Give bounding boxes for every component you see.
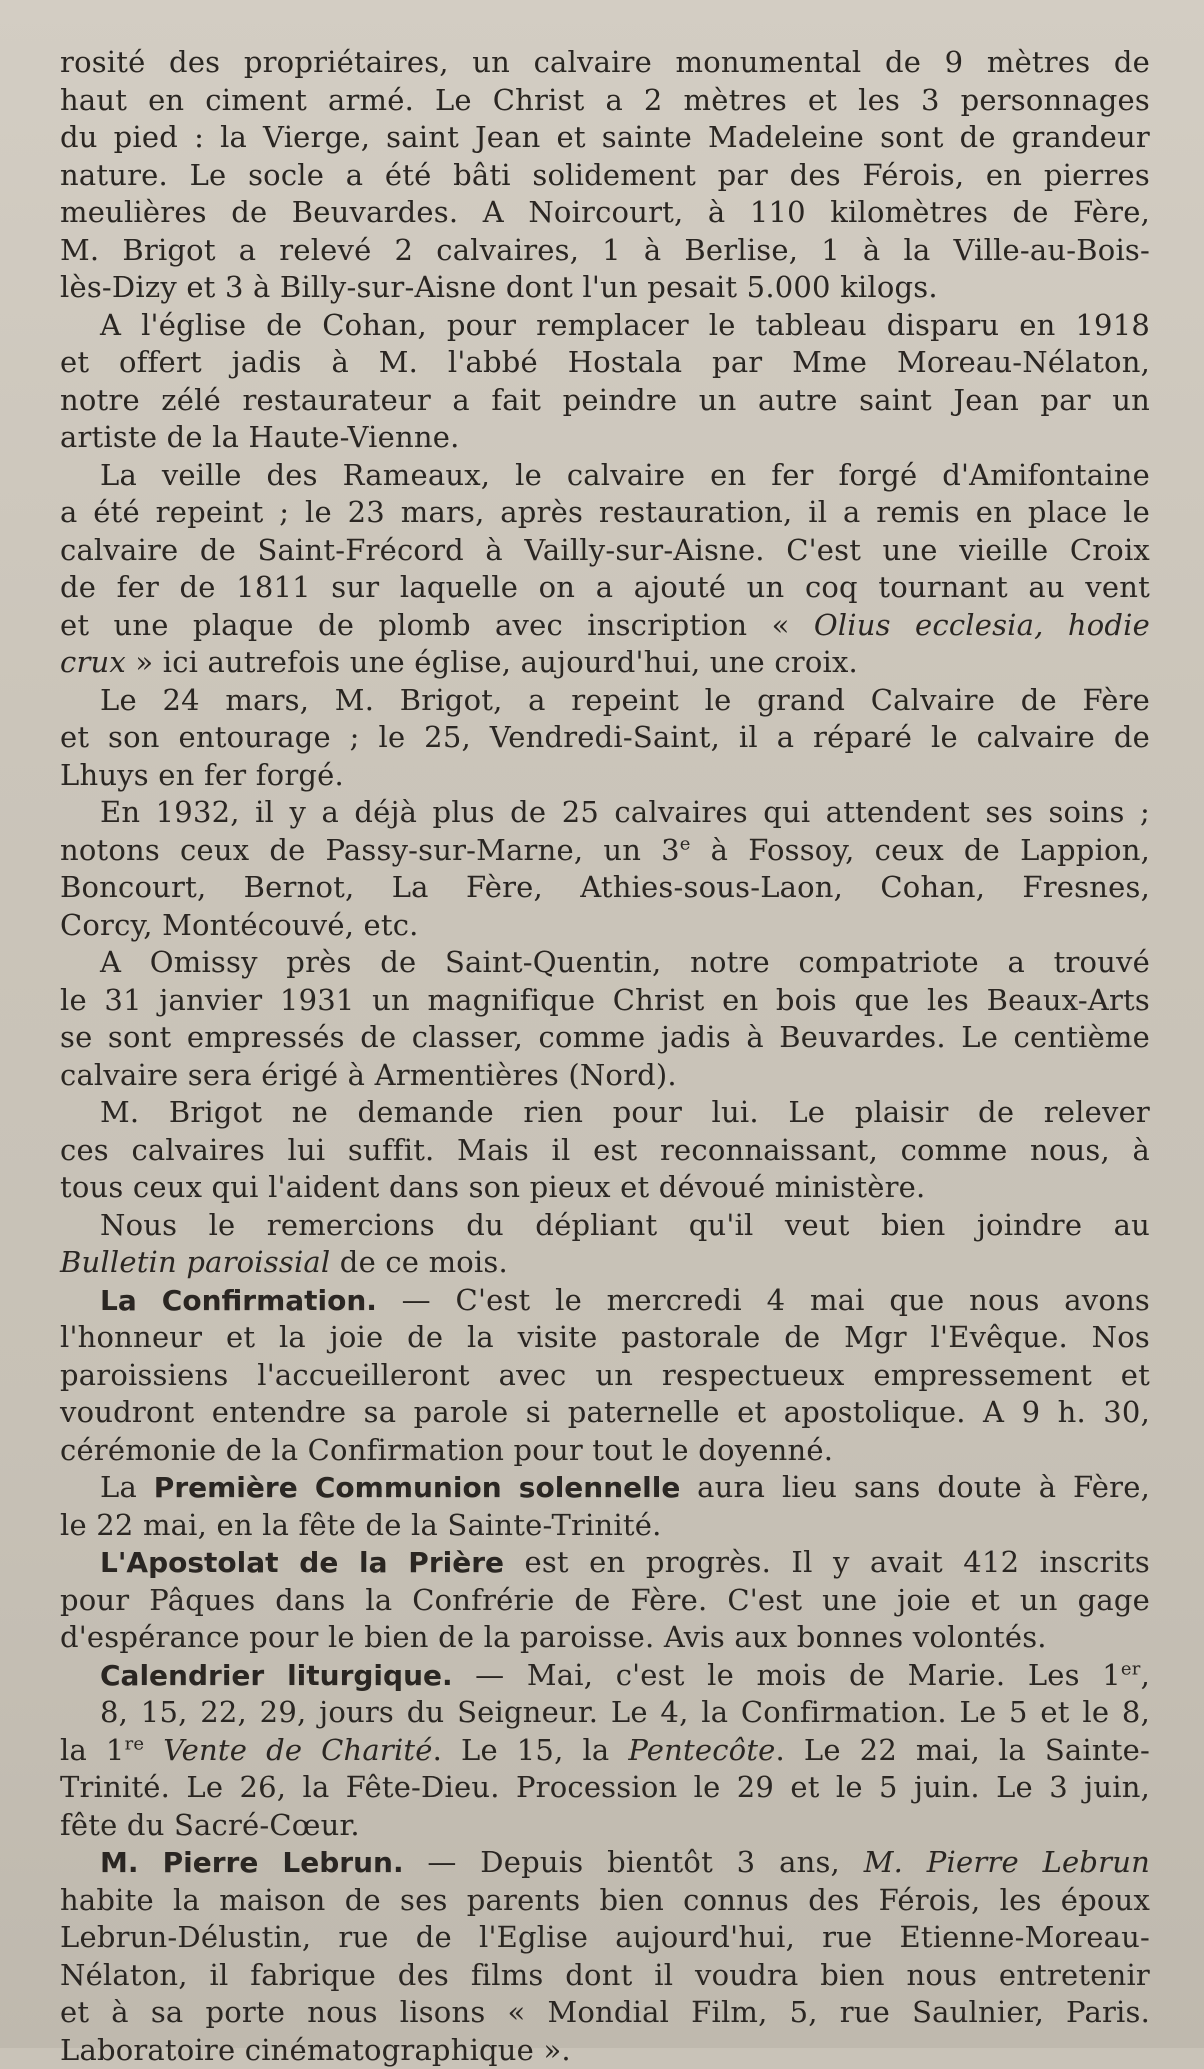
text-line [60, 1957, 1150, 1995]
section-heading: La Confirmation. [100, 1284, 377, 1317]
text-run: lès-Dizy et 3 à Billy-sur-Aisne dont l'un pesait 5.000 kilogs. [60, 270, 938, 304]
text-run: est en progrès. Il y avait 412 inscrits [504, 1545, 1150, 1579]
text-line [60, 757, 1150, 795]
text-run: de fer de 1811 sur laquelle on a ajouté un coq tournant au vent [60, 570, 1150, 604]
text-run: ces calvaires lui suffit. Mais il est reconnaissant, comme nous, à [60, 1133, 1150, 1167]
text-line [60, 194, 1150, 232]
text-run: et une plaque de plomb avec inscription « [60, 608, 814, 642]
text-run: meulières de Beuvardes. A Noircourt, à 110 kilomètres de Fère, [60, 195, 1150, 229]
text-line [60, 382, 1150, 420]
text-line [60, 457, 1150, 495]
text-run: . Le 22 mai, la Sainte- [776, 1733, 1150, 1767]
text-line [60, 1919, 1150, 1957]
text-run: d'espérance pour le bien de la paroisse. Avis aux bonnes volontés. [60, 1620, 1047, 1654]
text-line [60, 682, 1150, 720]
text-run: M. Brigot ne demande rien pour lui. Le plaisir de relever [100, 1095, 1150, 1129]
text-line [60, 907, 1150, 945]
section-heading: M. Pierre Lebrun. [100, 1846, 404, 1879]
text-line [60, 1207, 1150, 1245]
text-run: Nous le remercions du dépliant qu'il veut bien joindre au [100, 1208, 1150, 1242]
text-line [60, 1094, 1150, 1132]
text-line [60, 419, 1150, 457]
text-run: notre zélé restaurateur a fait peindre un autre saint Jean par un [60, 383, 1150, 417]
text-line [60, 1319, 1150, 1357]
text-run: et son entourage ; le 25, Vendredi-Saint, il a réparé le calvaire de [60, 720, 1150, 754]
text-run: artiste de la Haute-Vienne. [60, 420, 460, 454]
text-run: Lhuys en fer forgé. [60, 758, 344, 792]
text-line [60, 1469, 1150, 1507]
text-run: voudront entendre sa parole si paternelle et apostolique. A 9 h. 30, [60, 1395, 1150, 1429]
text-line [60, 1544, 1150, 1582]
text-run: — Mai, c'est le mois de Marie. Les 1 [453, 1658, 1121, 1692]
text-run: Boncourt, Bernot, La Fère, Athies-sous-Laon, Cohan, Fresnes, [60, 870, 1150, 904]
text-run: le 31 janvier 1931 un magnifique Christ en bois que les Beaux-Arts [60, 983, 1150, 1017]
italic-text: crux [60, 645, 126, 679]
text-run: Le 24 mars, M. Brigot, a repeint le grand Calvaire de Fère [100, 683, 1150, 717]
text-run: , [1141, 1658, 1150, 1692]
italic-text: Vente de Charité [163, 1733, 432, 1767]
superscript: er [1121, 1658, 1141, 1679]
italic-text: Bulletin paroissial [60, 1245, 330, 1279]
italic-text: M. Pierre Lebrun [864, 1845, 1150, 1879]
text-run: paroissiens l'accueilleront avec un respectueux empressement et [60, 1358, 1150, 1392]
text-run: Nélaton, il fabrique des films dont il voudra bien nous entretenir [60, 1958, 1150, 1992]
text-run [144, 1733, 163, 1767]
text-run: Laboratoire cinématographique ». [60, 2033, 571, 2067]
text-run: pour Pâques dans la Confrérie de Fère. C'est une joie et un gage [60, 1583, 1150, 1617]
text-run: La veille des Rameaux, le calvaire en fer forgé d'Amifontaine [100, 458, 1150, 492]
text-line [60, 1844, 1150, 1882]
text-line [60, 569, 1150, 607]
text-run: rosité des propriétaires, un calvaire monumental de 9 mètres de [60, 45, 1150, 79]
text-run: et offert jadis à M. l'abbé Hostala par Mme Moreau-Nélaton, [60, 345, 1150, 379]
text-line [60, 344, 1150, 382]
text-run: le 22 mai, en la fête de la Sainte-Trinité. [60, 1508, 662, 1542]
text-line [60, 794, 1150, 832]
text-run: haut en ciment armé. Le Christ a 2 mètres et les 3 personnages [60, 83, 1150, 117]
text-run: A l'église de Cohan, pour remplacer le tableau disparu en 1918 [100, 308, 1150, 342]
text-line [60, 607, 1150, 645]
text-run: calvaire sera érigé à Armentières (Nord). [60, 1058, 677, 1092]
text-run: . Le 15, la [433, 1733, 629, 1767]
text-line [60, 82, 1150, 120]
text-run: 8, 15, 22, 29, jours du Seigneur. Le 4, la Confirmation. Le 5 et le 8, [100, 1695, 1150, 1729]
text-run: calvaire de Saint-Frécord à Vailly-sur-Aisne. C'est une vieille Croix [60, 533, 1150, 567]
text-run: A Omissy près de Saint-Quentin, notre compatriote a trouvé [100, 945, 1150, 979]
text-run: cérémonie de la Confirmation pour tout le doyenné. [60, 1433, 833, 1467]
text-line [60, 119, 1150, 157]
text-run: La [100, 1470, 154, 1504]
text-line [60, 1432, 1150, 1470]
text-line [60, 1619, 1150, 1657]
text-run: habite la maison de ses parents bien connus des Férois, les époux [60, 1883, 1150, 1917]
text-run: Lebrun-Délustin, rue de l'Eglise aujourd'hui, rue Etienne-Moreau- [60, 1920, 1150, 1954]
text-line [60, 1244, 1150, 1282]
text-line [60, 1807, 1150, 1845]
text-run: Trinité. Le 26, la Fête-Dieu. Procession le 29 et le 5 juin. Le 3 juin, [60, 1770, 1150, 1804]
text-run: — Depuis bientôt 3 ans, [404, 1845, 864, 1879]
text-line [60, 869, 1150, 907]
section-heading: L'Apostolat de la Prière [100, 1546, 504, 1579]
text-line [60, 1357, 1150, 1395]
text-run: et à sa porte nous lisons « Mondial Film, 5, rue Saulnier, Paris. [60, 1995, 1150, 2029]
text-line [60, 1732, 1150, 1770]
superscript: re [125, 1733, 145, 1754]
text-run: — C'est le mercredi 4 mai que nous avons [377, 1283, 1150, 1317]
text-line [60, 269, 1150, 307]
text-run: fête du Sacré-Cœur. [60, 1808, 360, 1842]
text-line [60, 1507, 1150, 1545]
text-line [60, 1882, 1150, 1920]
text-line [60, 1582, 1150, 1620]
text-line [60, 1394, 1150, 1432]
text-line [60, 532, 1150, 570]
text-line [60, 1282, 1150, 1320]
text-run: aura lieu sans doute à Fère, [680, 1470, 1150, 1504]
italic-text: Pentecôte [628, 1733, 775, 1767]
article-text [60, 44, 1150, 2069]
text-line [60, 1132, 1150, 1170]
text-run: se sont empressés de classer, comme jadis à Beuvardes. Le centième [60, 1020, 1150, 1054]
text-line [60, 157, 1150, 195]
text-line [60, 1169, 1150, 1207]
text-run: de ce mois. [330, 1245, 508, 1279]
text-line [60, 1769, 1150, 1807]
text-line [60, 644, 1150, 682]
text-line [60, 982, 1150, 1020]
section-heading: Première Communion solennelle [154, 1471, 681, 1504]
text-line [60, 232, 1150, 270]
text-run: l'honneur et la joie de la visite pastorale de Mgr l'Evêque. Nos [60, 1320, 1150, 1354]
text-run: Corcy, Montécouvé, etc. [60, 908, 419, 942]
text-run: En 1932, il y a déjà plus de 25 calvaires qui attendent ses soins ; [100, 795, 1150, 829]
text-run: M. Brigot a relevé 2 calvaires, 1 à Berlise, 1 à la Ville-au-Bois- [60, 233, 1150, 267]
text-line [60, 1657, 1150, 1695]
text-line [60, 44, 1150, 82]
text-line [60, 719, 1150, 757]
text-line [60, 1694, 1150, 1732]
text-run: du pied : la Vierge, saint Jean et sainte Madeleine sont de grandeur [60, 120, 1150, 154]
italic-text: Olius ecclesia, hodie [814, 608, 1150, 642]
text-line [60, 494, 1150, 532]
text-run: la 1 [60, 1733, 125, 1767]
text-line [60, 1057, 1150, 1095]
text-run: notons ceux de Passy-sur-Marne, un 3 [60, 833, 680, 867]
text-line [60, 1019, 1150, 1057]
section-heading: Calendrier liturgique. [100, 1659, 453, 1692]
text-line [60, 1994, 1150, 2032]
text-run: nature. Le socle a été bâti solidement par des Férois, en pierres [60, 158, 1150, 192]
text-run: tous ceux qui l'aident dans son pieux et dévoué ministère. [60, 1170, 925, 1204]
text-line [60, 2032, 1150, 2069]
text-line [60, 307, 1150, 345]
text-line [60, 944, 1150, 982]
text-line [60, 832, 1150, 870]
text-run: à Fossoy, ceux de Lappion, [691, 833, 1150, 867]
superscript: e [680, 833, 691, 854]
text-run: » ici autrefois une église, aujourd'hui, une croix. [126, 645, 858, 679]
text-run: a été repeint ; le 23 mars, après restauration, il a remis en place le [60, 495, 1150, 529]
